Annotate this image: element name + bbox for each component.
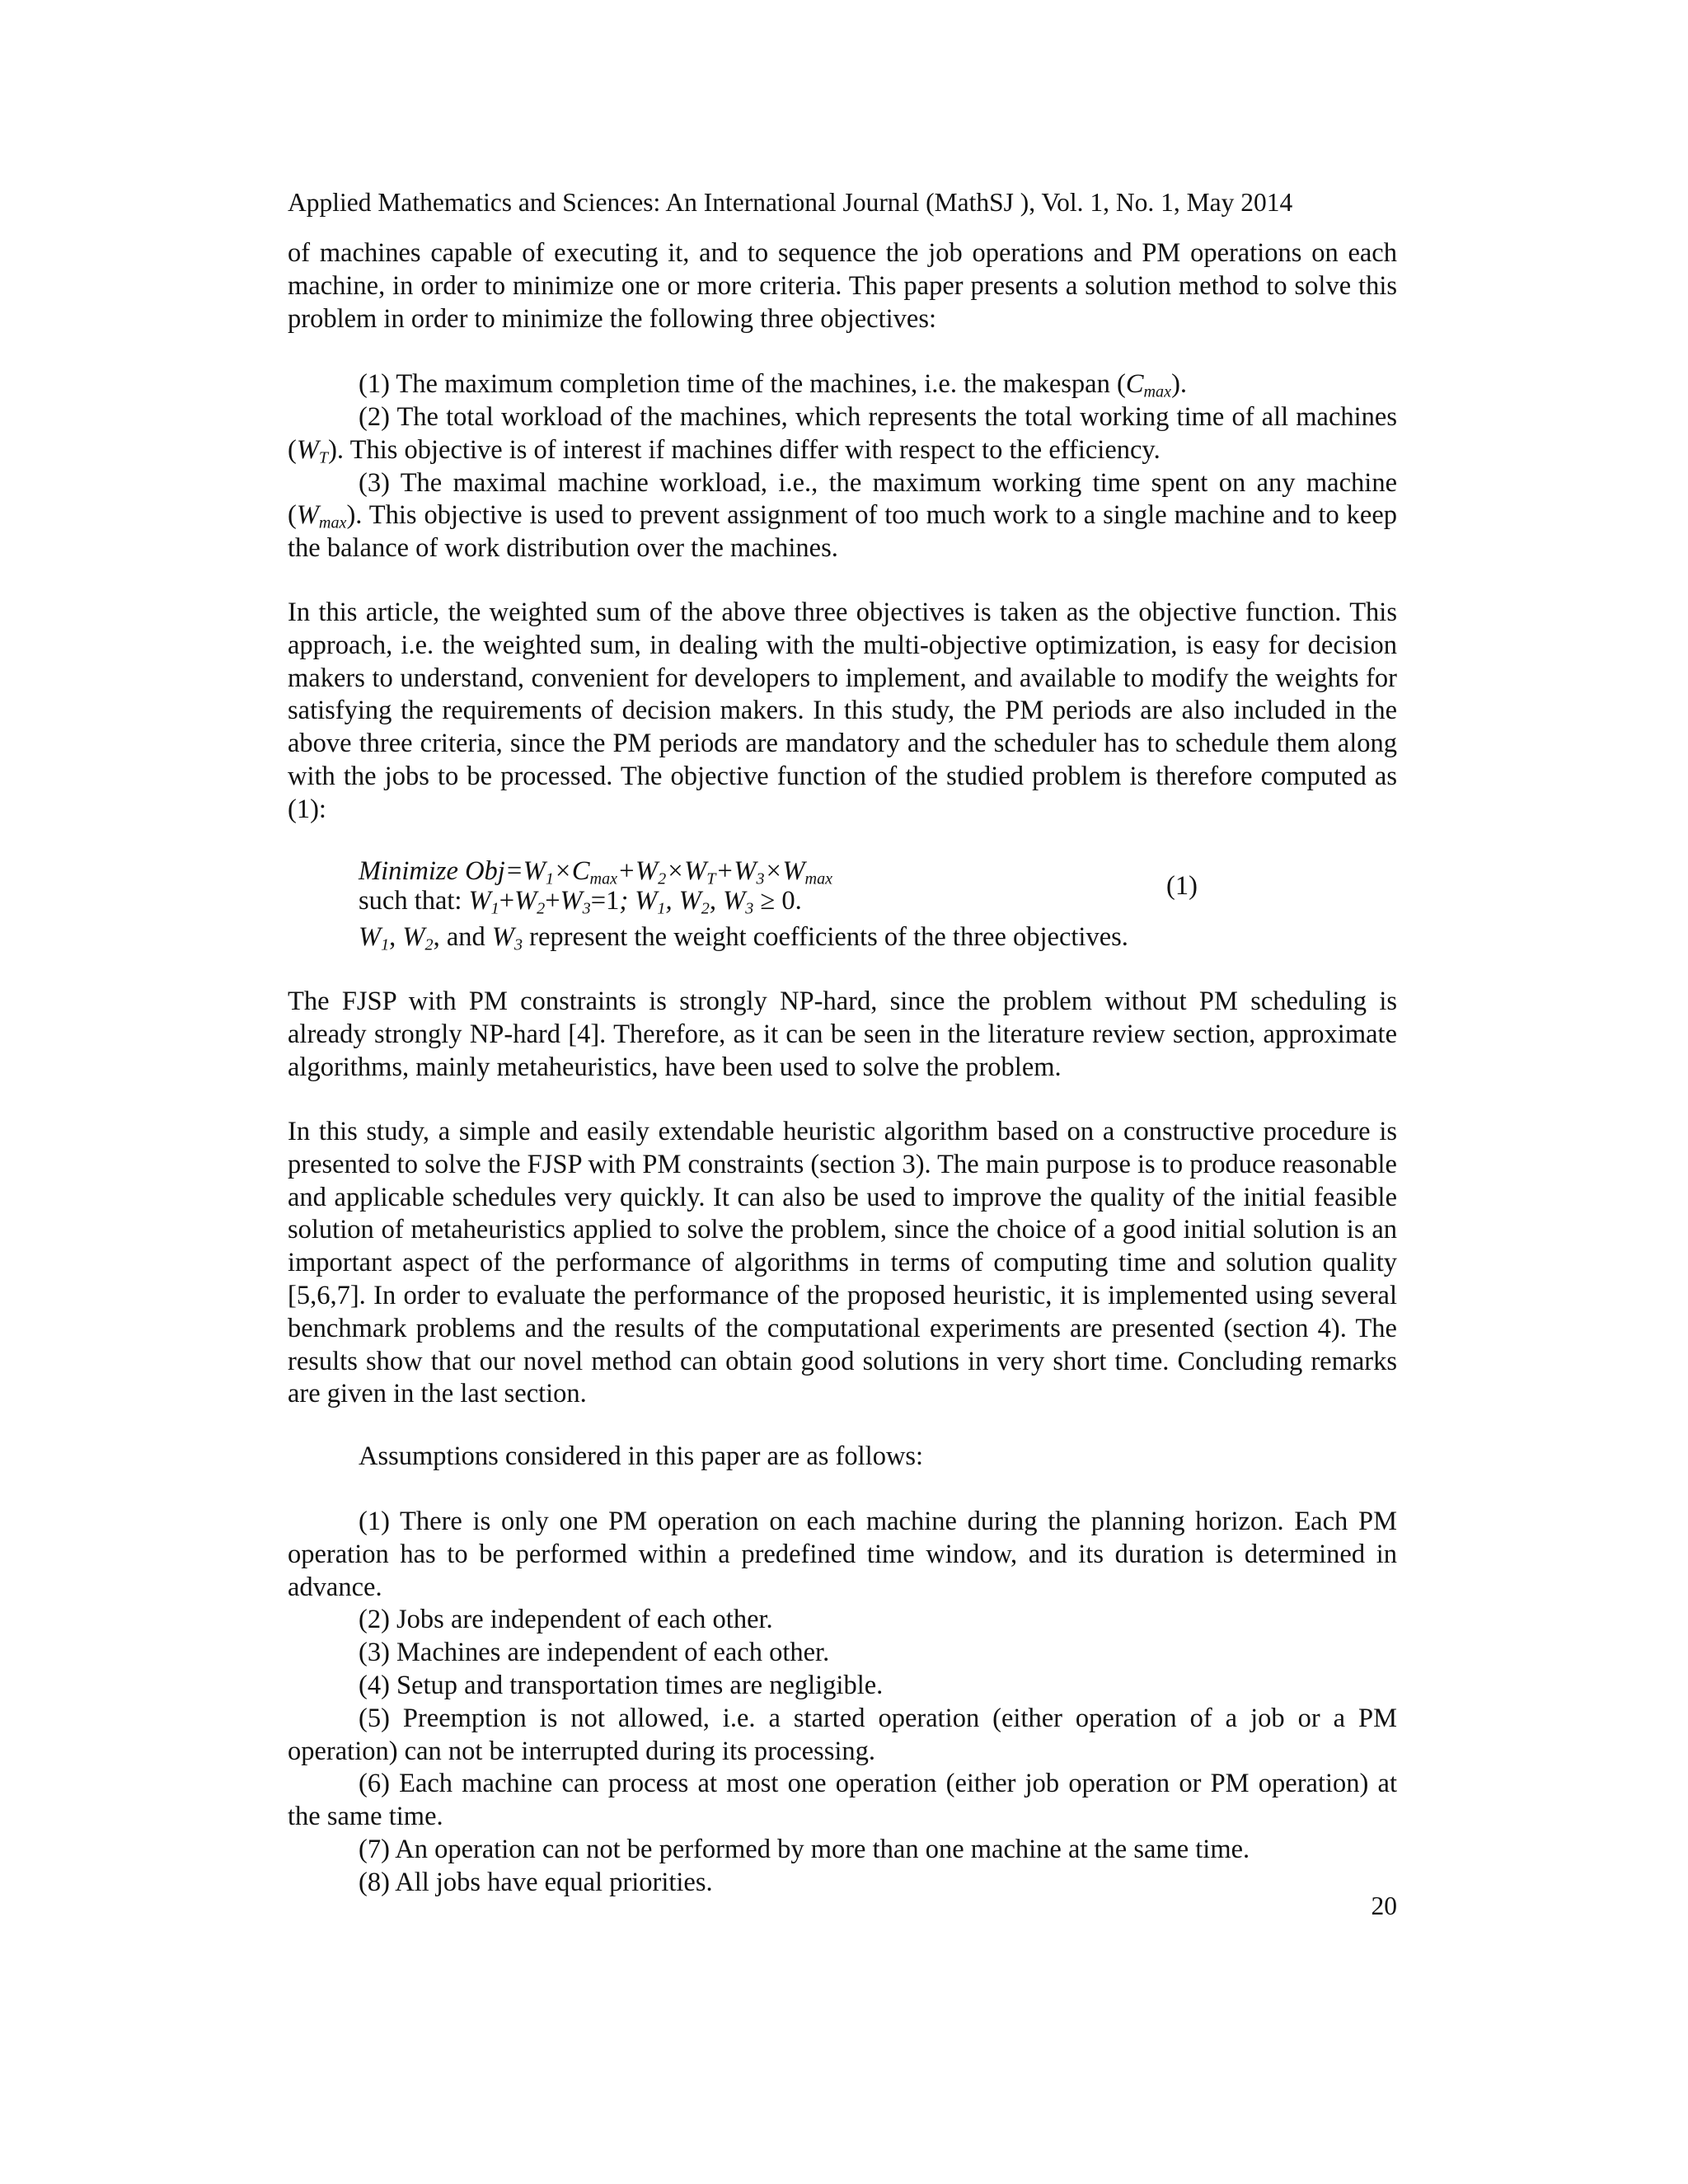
np-hard-paragraph: The FJSP with PM constraints is strongly NP-hard, since the problem without PM scheduling is already strongly NP-hard [4]. Therefore, as it can be seen in the literature review section, approximate algorithms, mainly metaheuristics, have been used to solve the problem. [288, 987, 1397, 1082]
body-column-np [288, 986, 1397, 1084]
assumptions-list [288, 1506, 1397, 1900]
running-header: Applied Mathematics and Sciences: An International Journal (MathSJ ), Vol. 1, No. 1, May 2014 [288, 188, 1293, 217]
assumption-item: (5) Preemption is not allowed, i.e. a started operation (either operation of a job or a PM operation) can not be interrupted during its processing. [288, 1703, 1397, 1766]
equation-constraint: such that: $W_1+W_2+W_3=1$; $W_1$, $W_2$, $W_3 \ge 0$. [359, 886, 802, 918]
body-column-top [288, 237, 1397, 565]
study-paragraph: In this study, a simple and easily extendable heuristic algorithm based on a constructive procedure is presented to solve the FJSP with PM constraints (section 3). The main purpose is to produce reasonable and applicable schedules very quickly. It can also be used to improve the quality of the initial feasible solution of metaheuristics applied to solve the problem, since the choice of a good initial solution is an important aspect of the performance of algorithms in terms of computing time and solution quality [5,6,7]. In order to evaluate the performance of the proposed heuristic, it is implemented using several benchmark problems and the results of the computational experiments are presented (section 4). The results show that our novel method can obtain good solutions in very short time. Concluding remarks are given in the last section. [288, 1117, 1397, 1409]
weight-description: $W_1$, $W_2$, and $W_3$ represent the weight coefficients of the three objectives. [359, 922, 1128, 954]
objective-equation: Minimize $Obj=W_1\times C_{max}+W_2\times W_T+W_3\times W_{max}$ [359, 856, 833, 888]
assumptions-intro: Assumptions considered in this paper are as follows: [359, 1441, 924, 1471]
page-number: 20 [1371, 1891, 1397, 1920]
assumption-item: (1) There is only one PM operation on each machine during the planning horizon. Each PM operation has to be performed within a predefined time window, and its duration is determined in advance. [288, 1507, 1397, 1602]
body-column-weighted [288, 597, 1397, 827]
equation-block [288, 855, 1397, 954]
assumption-item: (7) An operation can not be performed by more than one machine at the same time. [359, 1834, 1250, 1864]
objective-1: (1) The maximum completion time of the machines, i.e. the makespan $(C_{max})$. [359, 369, 1188, 401]
equation-number: (1) [1166, 871, 1198, 901]
assumption-item: (4) Setup and transportation times are negligible. [359, 1670, 884, 1700]
body-column-assumptions-intro [288, 1441, 1397, 1474]
assumption-item: (3) Machines are independent of each other. [359, 1638, 830, 1668]
objective-2: (2) The total workload of the machines, which represents the total working time of all machines $(W_T)$. This objective is of interest if machines differ with respect to the efficiency. [288, 401, 1397, 467]
objective-3: (3) The maximal machine workload, i.e., the maximum working time spent on any machine $(W_{max})$. This objective is used to prevent assignment of too much work to a single machine and to keep the balance of work distribution over the machines. [288, 467, 1397, 564]
assumption-item: (6) Each machine can process at most one operation (either job operation or PM operation) at the same time. [288, 1769, 1397, 1832]
intro-paragraph: of machines capable of executing it, and to sequence the job operations and PM operations on each machine, in order to minimize one or more criteria. This paper presents a solution method to solve this problem in order to minimize the following three objectives: [288, 238, 1397, 334]
body-column-study [288, 1116, 1397, 1411]
assumption-item: (2) Jobs are independent of each other. [359, 1605, 773, 1635]
weighted-sum-paragraph: In this article, the weighted sum of the above three objectives is taken as the objective function. This approach, i.e. the weighted sum, in dealing with the multi-objective optimization, is easy for decision makers to understand, convenient for developers to implement, and available to modify the weights for satisfying the requirements of decision makers. In this study, the PM periods are also included in the above three criteria, since the PM periods are mandatory and the scheduler has to schedule them along with the jobs to be processed. The objective function of the studied problem is therefore computed as (1): [288, 598, 1397, 824]
assumption-item: (8) All jobs have equal priorities. [359, 1867, 713, 1897]
